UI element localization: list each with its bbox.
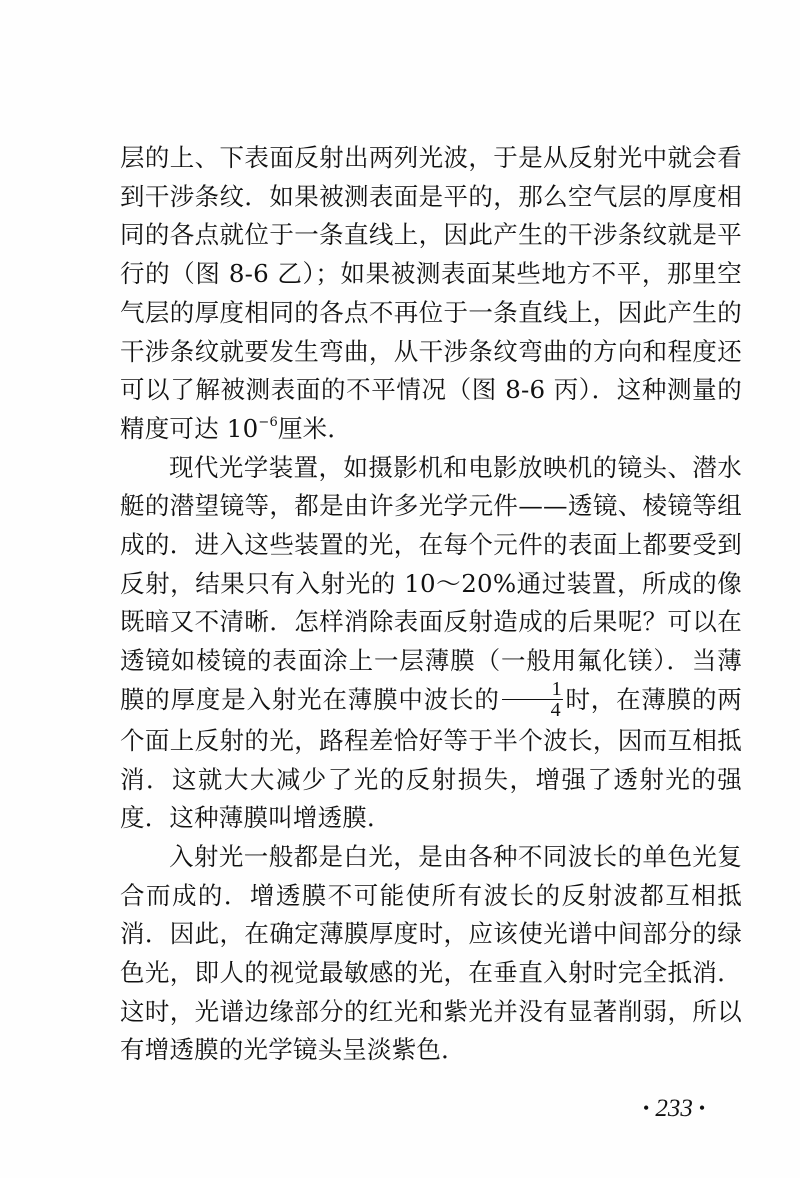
paragraph-3 [120,838,742,1070]
paragraph-1-text-b: 厘米． [277,413,353,443]
fraction-numerator: 1 [502,679,563,700]
paragraph-2-text-a: 现代光学装置，如摄影机和电影放映机的镜头、潜水艇的潜望镜等，都是由许多光学元件——透镜、棱镜等组成的．进入这些装置的光，在每个元件的表面上都要受到反射，结果只有入射光的 10～20%通过装置，所成的像既暗又不清晰．怎样消除表面反射造成的后果呢？可以在透镜如棱镜的表面涂上一层薄膜（一般用氟化镁）．当薄膜的厚度是入射光在薄膜中波长的 [120,452,742,714]
exponent-superscript: −6 [258,414,278,430]
paragraph-2-text-b: 时，在薄膜的两个面上反射的光，路程差恰好等于半个波长，因而互相抵消．这就大大减少了光的反射损失，增强了透射光的强度．这种薄膜叫增透膜． [120,684,743,833]
paragraph-2 [120,449,742,838]
bullet-dot-right: • [698,1098,706,1118]
paragraph-1-text-a: 层的上、下表面反射出两列光波，于是从反射光中就会看到干涉条纹．如果被测表面是平的，那么空气层的厚度相同的各点就位于一条直线上，因此产生的干涉条纹就是平行的（图 8-6 乙）；如果被测表面某些地方不平，那里空气层的厚度相同的各点不再位于一条直线上，因此产生的干涉条纹就要发生弯曲，从干涉条纹弯曲的方向和程度还可以了解被测表面的不平情况（图 8-6 丙）．这种测量的精度可达 10 [120,143,742,443]
body-text [120,139,742,1070]
page-number-value: 233 [655,1095,693,1122]
page-number [637,1095,711,1123]
fraction-denominator: 4 [550,698,561,721]
bullet-dot-left: • [643,1098,650,1118]
paragraph-3-text: 入射光一般都是白光，是由各种不同波长的单色光复合而成的．增透膜不可能使所有波长的反射波都互相抵消．因此，在确定薄膜厚度时，应该使光谱中间部分的绿色光，即人的视觉最敏感的光，在垂直入射时完全抵消．这时，光谱边缘部分的红光和紫光并没有显著削弱，所以有增透膜的光学镜头呈淡紫色． [120,841,742,1065]
fraction-one-quarter [502,679,563,720]
paragraph-1 [120,139,742,449]
